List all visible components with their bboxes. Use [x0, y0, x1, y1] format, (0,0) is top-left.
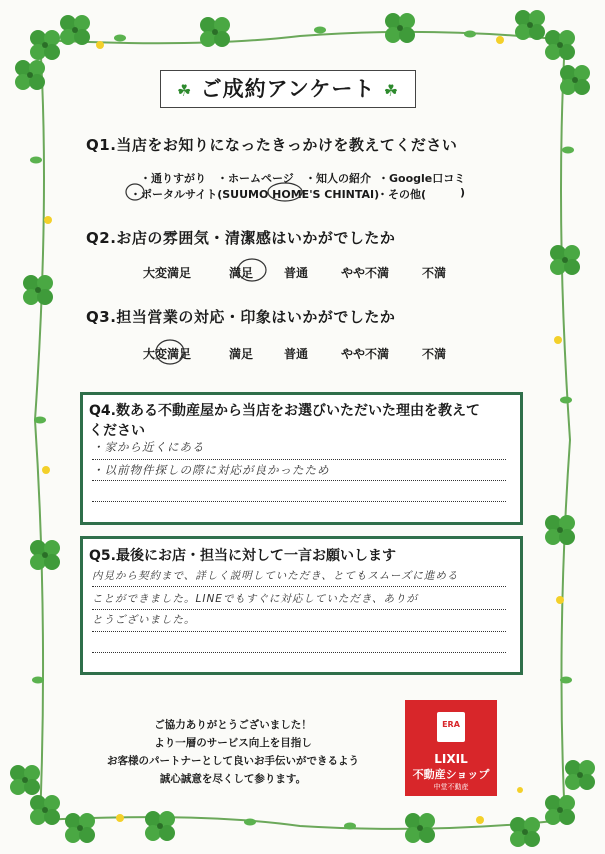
clover-icon: ☘ [383, 81, 400, 100]
logo-subtitle: 中堂不動産 [433, 783, 469, 791]
q2-question: Q2.お店の雰囲気・清潔感はいかがでしたか [86, 229, 396, 247]
q5-question: Q5.最後にお店・担当に対して一言お願いします [89, 548, 396, 564]
page-title-box [160, 70, 416, 108]
logo-shop-name: 不動産ショップ [412, 768, 490, 781]
q2-rating-satisfied[interactable]: 満足 [229, 266, 254, 280]
q1-option-walk-by[interactable]: ・通りすがり [140, 172, 206, 185]
clover-icon: ☘ [176, 81, 193, 100]
q1-option-other-close: ) [460, 186, 466, 199]
q4-answer-text: ・家から近くにある [92, 440, 205, 454]
q1-option-portal-site[interactable]: ・ポータルサイト(SUUMO HOME'S CHINTAI) [130, 188, 380, 201]
lixil-shop-logo [405, 700, 497, 796]
q2-rating-neutral[interactable]: 普通 [284, 266, 309, 280]
q4-answer-line [92, 480, 506, 481]
closing-line: お客様のパートナーとして良いお手伝いができるよう [107, 755, 359, 767]
q4-answer-text: ・以前物件探しの際に対応が良かったため [92, 463, 330, 477]
q4-question-line1: Q4.数ある不動産屋から当店をお選びいただいた理由を教えて [89, 403, 480, 419]
q2-rating-somewhat-dissatisfied[interactable]: やや不満 [341, 266, 390, 280]
closing-message [83, 716, 383, 788]
q5-answer-line [92, 586, 506, 587]
q5-answer-text: ことができました。LINEでもすぐに対応していただき、ありが [92, 593, 419, 605]
closing-line: ご協力ありがとうございました！ [154, 719, 312, 731]
q3-rating-satisfied[interactable]: 満足 [229, 347, 254, 361]
q4-question-line2: ください [89, 423, 145, 439]
q3-rating-neutral[interactable]: 普通 [284, 347, 309, 361]
page-title: ご成約アンケート [200, 77, 376, 101]
q3-rating-dissatisfied[interactable]: 不満 [422, 347, 447, 361]
logo-brand: LIXIL [434, 752, 468, 766]
q5-answer-line [92, 609, 506, 610]
q5-answer-text: 内見から契約まで、詳しく説明していただき、とてもスムーズに進める [92, 570, 459, 582]
q1-question: Q1.当店をお知りになったきっかけを教えてください [86, 136, 458, 154]
q5-answer-line [92, 652, 506, 653]
q1-option-other[interactable]: ・その他( [377, 188, 427, 201]
closing-line: 誠心誠意を尽くして参ります。 [159, 773, 307, 785]
q1-option-homepage[interactable]: ・ホームページ [217, 172, 294, 185]
q5-answer-line [92, 631, 506, 632]
era-logo-icon [437, 712, 465, 742]
closing-line: より一層のサービス向上を目指し [154, 737, 312, 749]
q4-answer-line [92, 459, 506, 460]
q1-option-referral[interactable]: ・知人の紹介 [305, 172, 371, 185]
era-label: ERA [442, 720, 460, 729]
q3-question: Q3.担当営業の対応・印象はいかがでしたか [86, 308, 396, 326]
q3-rating-very-satisfied[interactable]: 大変満足 [143, 347, 192, 361]
q3-rating-somewhat-dissatisfied[interactable]: やや不満 [341, 347, 390, 361]
q1-option-google-review[interactable]: ・Google口コミ [378, 172, 466, 185]
q4-answer-line [92, 501, 506, 502]
q5-answer-text: とうございました。 [92, 614, 196, 626]
q2-rating-very-satisfied[interactable]: 大変満足 [143, 266, 192, 280]
q2-rating-dissatisfied[interactable]: 不満 [422, 266, 447, 280]
